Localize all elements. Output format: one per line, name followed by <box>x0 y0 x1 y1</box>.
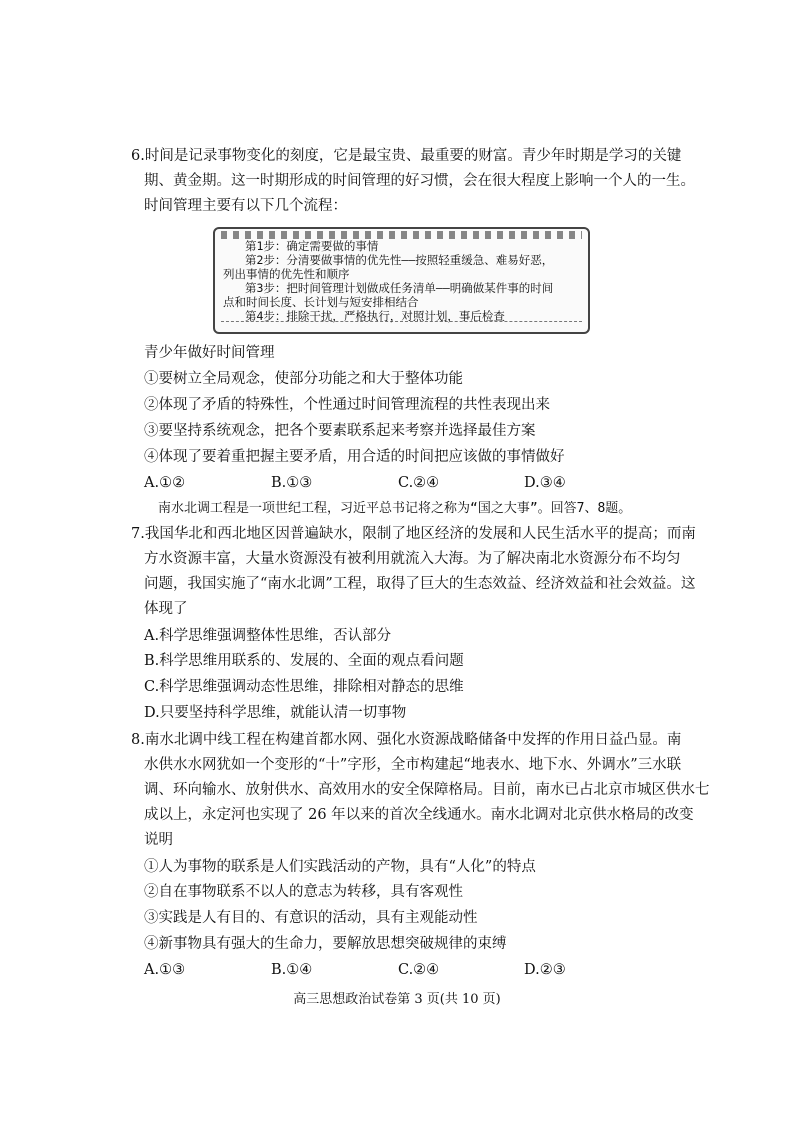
q8-item-2: ②自在事物联系不以人的意志为转移，具有客观性 <box>144 884 463 900</box>
q6-stem-line-3: 时间管理主要有以下几个流程： <box>144 198 347 214</box>
q8-option-c[interactable]: C.②④ <box>398 962 440 978</box>
q7-stem-line-3: 问题，我国实施了“南水北调”工程，取得了巨大的生态效益、经济效益和社会效益。这 <box>144 576 696 592</box>
q6-stem-line-2: 期、黄金期。这一时期形成的时间管理的好习惯，会在很大程度上影响一个人的一生。 <box>144 173 695 189</box>
q8-item-3: ③实践是人有目的、有意识的活动，具有主观能动性 <box>144 910 478 926</box>
q7-option-c[interactable]: C.科学思维强调动态性思维，排除相对静态的思维 <box>144 679 464 695</box>
q6-item-4: ④体现了要着重把握主要矛盾，用合适的时间把应该做的事情做好 <box>144 449 565 465</box>
q8-stem-line-2: 水供水水网犹如一个变形的“十”字形，全市构建起“地表水、地下水、外调水”三水联 <box>144 757 682 773</box>
q6-item-1: ①要树立全局观念，使部分功能之和大于整体功能 <box>144 371 463 387</box>
box-step-1: 第1步：确定需要做的事情 <box>245 239 379 253</box>
q8-option-a[interactable]: A.①③ <box>144 962 186 978</box>
q8-item-4: ④新事物具有强大的生命力，要解放思想突破规律的束缚 <box>144 936 507 952</box>
decorative-border-top <box>221 231 582 239</box>
q7-option-d[interactable]: D.只要坚持科学思维，就能认清一切事物 <box>144 705 407 721</box>
q8-option-d[interactable]: D.②③ <box>524 962 566 978</box>
q7-stem-line-1: 7.我国华北和西北地区因普遍缺水，限制了地区经济的发展和人民生活水平的提高；而南 <box>131 526 696 542</box>
intro-7-8: 南水北调工程是一项世纪工程，习近平总书记将之称为“国之大事”。回答7、8题。 <box>158 501 632 516</box>
q8-stem-line-5: 说明 <box>144 832 173 848</box>
time-management-process-box <box>213 227 590 334</box>
box-step-3: 第3步：把时间管理计划做成任务清单——明确做某件事的时间 <box>245 281 554 295</box>
q6-option-d[interactable]: D.③④ <box>524 475 566 491</box>
q8-item-1: ①人为事物的联系是人们实践活动的产物，具有“人化”的特点 <box>144 859 536 875</box>
q6-option-c[interactable]: C.②④ <box>398 475 440 491</box>
q6-stem-line-1: 6.时间是记录事物变化的刻度，它是最宝贵、最重要的财富。青少年时期是学习的关键 <box>131 148 682 164</box>
q8-stem-line-3: 调、环向输水、放射供水、高效用水的安全保障格局。目前，南水已占北京市城区供水七 <box>144 782 710 798</box>
q6-item-2: ②体现了矛盾的特殊性，个性通过时间管理流程的共性表现出来 <box>144 397 550 413</box>
box-step-2: 第2步：分清要做事情的优先性——按照轻重缓急、难易好恶， <box>245 253 554 267</box>
q7-option-b[interactable]: B.科学思维用联系的、发展的、全面的观点看问题 <box>144 653 464 669</box>
q8-stem-line-4: 成以上，永定河也实现了 26 年以来的首次全线通水。南水北调对北京供水格局的改变 <box>144 807 694 823</box>
page-footer: 高三思想政治试卷第 3 页(共 10 页) <box>293 992 501 1007</box>
q7-option-a[interactable]: A.科学思维强调整体性思维，否认部分 <box>144 628 392 644</box>
q6-question-stem: 青少年做好时间管理 <box>144 345 275 361</box>
box-step-2-cont: 列出事情的优先性和顺序 <box>223 267 350 281</box>
box-step-4: 第4步：排除干扰，严格执行，对照计划，事后检查 <box>245 309 505 323</box>
box-step-3-cont: 点和时间长度、长计划与短安排相结合 <box>223 295 419 309</box>
q7-stem-line-4: 体现了 <box>144 601 188 617</box>
q6-item-3: ③要坚持系统观念，把各个要素联系起来考察并选择最佳方案 <box>144 423 536 439</box>
q7-stem-line-2: 方水资源丰富，大量水资源没有被利用就流入大海。为了解决南北水资源分布不均匀 <box>144 551 681 567</box>
q8-option-b[interactable]: B.①④ <box>271 962 313 978</box>
q6-option-b[interactable]: B.①③ <box>271 475 313 491</box>
q8-stem-line-1: 8.南水北调中线工程在构建首都水网、强化水资源战略储备中发挥的作用日益凸显。南 <box>131 732 682 748</box>
q6-option-a[interactable]: A.①② <box>144 475 186 491</box>
